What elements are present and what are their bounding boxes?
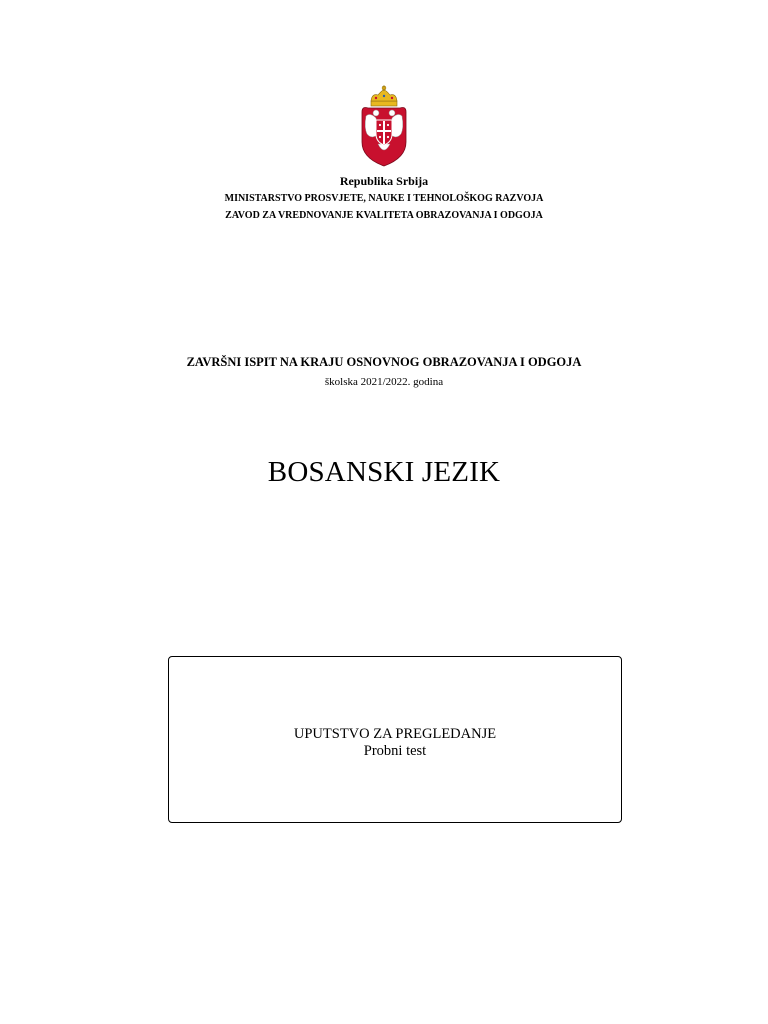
subject-title: BOSANSKI JEZIK	[267, 456, 501, 488]
school-year: školska 2021/2022. godina	[324, 376, 444, 388]
exam-title: ZAVRŠNI ISPIT NA KRAJU OSNOVNOG OBRAZOVANJA I ODGOJA	[186, 355, 582, 369]
country-name: Republika Srbija	[339, 174, 429, 188]
crown-icon	[371, 85, 397, 106]
info-box-title: UPUTSTVO ZA PREGLEDANJE	[293, 726, 497, 742]
info-box	[168, 656, 622, 823]
ministry-name: MINISTARSTVO PROSVJETE, NAUKE I TEHNOLOŠKOG RAZVOJA	[224, 193, 544, 204]
info-box-subtitle: Probni test	[363, 743, 427, 759]
cross-shield-icon	[376, 120, 392, 145]
institute-name: ZAVOD ZA VREDNOVANJE KVALITETA OBRAZOVANJA I ODGOJA	[225, 210, 543, 221]
serbian-coat-of-arms-icon	[358, 84, 410, 168]
